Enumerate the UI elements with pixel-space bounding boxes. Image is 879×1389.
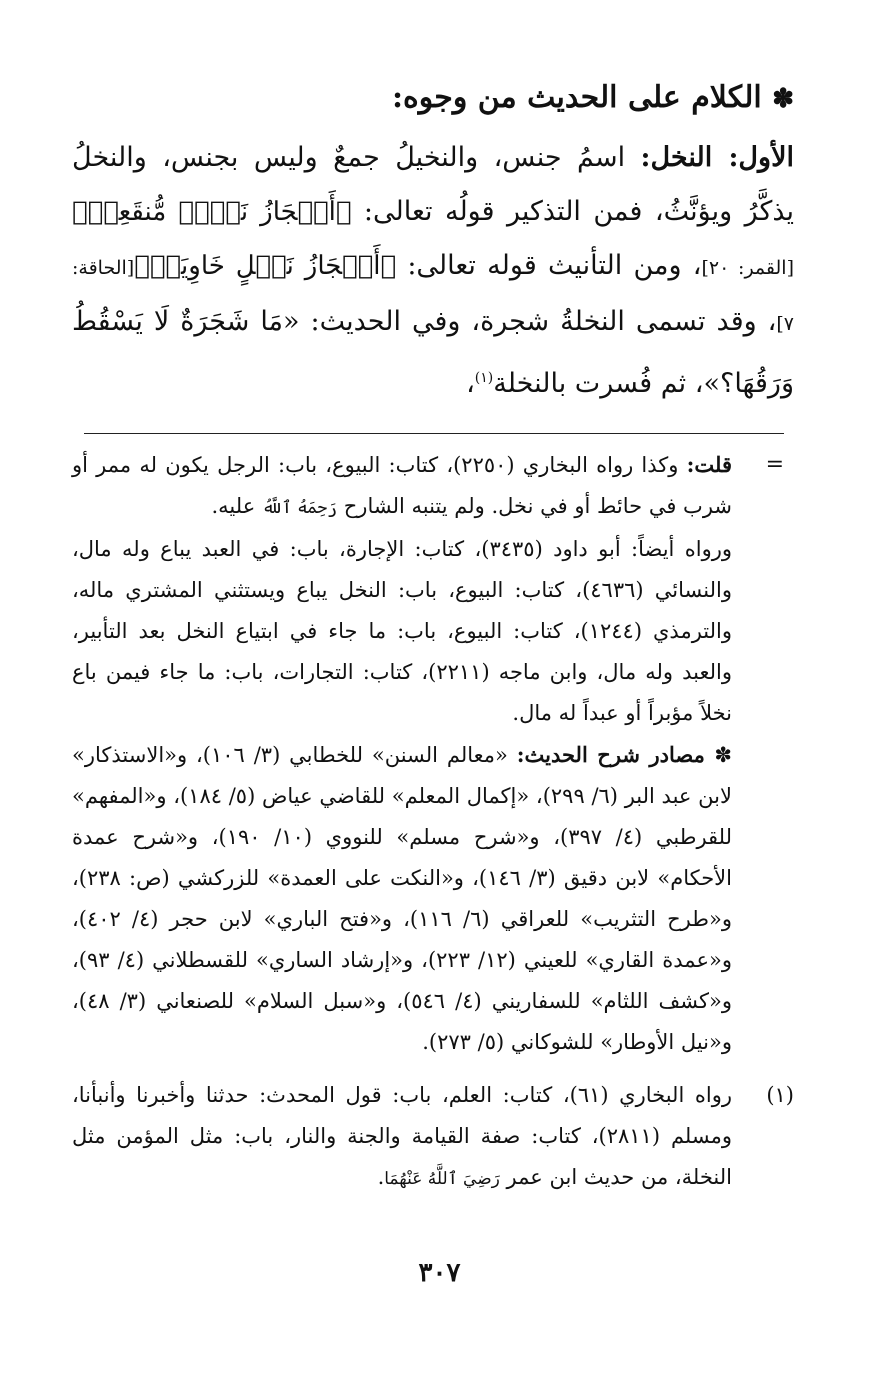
main-paragraph: [72, 131, 794, 411]
main-text-1: اسمُ جنس، والنخيلُ جمعٌ وليس بجنس، والنخلُ يذكَّرُ ويؤنَّثُ، فمن التذكير قولُه تعالى:: [72, 142, 795, 227]
star-icon: ✽: [772, 84, 794, 114]
quran-ref-1: [القمر: ٢٠]: [701, 257, 795, 279]
note-text-1-end: عليه.: [211, 494, 262, 518]
note-paragraph-1: [72, 444, 784, 529]
footnote-divider: [84, 433, 784, 434]
note-paragraph-3: [72, 734, 732, 1063]
note-text-1: وكذا رواه البخاري (٢٢٥٠)، كتاب: البيوع، باب: الرجل يكون له ممر أو شرب في حائط أو في نخل. ولم يتنبه الشارح: [72, 453, 732, 518]
main-text-3: ، وقد تسمى النخلةُ شجرة، وفي الحديث:: [299, 306, 777, 337]
footnote-text: رواه البخاري (٦١)، كتاب: العلم، باب: قول المحدث: حدثنا وأخبرنا وأنبأنا، ومسلم (٢٨١١)، كتاب: صفة القيامة والجنة والنار، باب: مثل المؤمن مثل النخلة، من حديث ابن عمر: [72, 1083, 733, 1189]
page-body: [72, 78, 794, 1200]
heading-text: الكلام على الحديث من وجوه:: [391, 80, 762, 115]
honorific-rahimahullah: رَحِمَهُ ٱللَّهُ: [261, 498, 338, 518]
quran-ref-2: [الحاقة: ٧]: [72, 257, 794, 335]
main-text-2: ، ومن التأنيث قوله تعالى:: [396, 250, 702, 281]
page-number: ٣٠٧: [418, 1258, 461, 1288]
footnote-end: .: [377, 1165, 385, 1189]
footnote-1: [72, 1075, 794, 1200]
section-heading: [72, 78, 794, 119]
footnote-ref[interactable]: (١): [474, 370, 494, 386]
sources-text: «معالم السنن» للخطابي (٣/ ١٠٦)، و«الاستذكار» لابن عبد البر (٦/ ٢٩٩)، «إكمال المعلم» للقاضي عياض (٥/ ١٨٤)، و«المفهم» للقرطبي (٤/ ٣٩٧)، و«شرح مسلم» للنووي (١٠/ ١٩٠)، و«شرح عمدة الأحكام» لابن دقيق (٣/ ١٤٦)، و«النكت على العمدة» للزركشي (ص: ٢٣٨)، و«طرح التثريب» للعراقي (٦/ ١١٦)، و«فتح الباري» لابن حجر (٤/ ٤٠٢)، و«عمدة القاري» للعيني (١٢/ ٢٢٣)، و«إرشاد الساري» للقسطلاني (٤/ ٩٣)، و«كشف اللثام» للسفاريني (٤/ ٥٤٦)، و«سبل السلام» للصنعاني (٣/ ٤٨)، و«نيل الأوطار» للشوكاني (٥/ ٢٧٣).: [72, 743, 733, 1054]
footnote-number: (١): [766, 1083, 794, 1107]
notes-block: [72, 444, 794, 1063]
main-text-4: ، ثم فُسرت بالنخلة: [493, 368, 704, 399]
hadith-quote: «مَا شَجَرَةٌ لَا يَسْقُطُ وَرَقُهَا؟»: [72, 306, 794, 399]
continuation-mark: =: [765, 452, 784, 477]
main-label: الأول: النخل:: [640, 142, 794, 173]
honorific-radiallahu: رَضِيَ ٱللَّهُ عَنْهُمَا: [384, 1169, 500, 1189]
note-paragraph-2: ورواه أيضاً: أبو داود (٣٤٣٥)، كتاب: الإجارة، باب: في العبد يباع وله مال، والنسائي (٤٦٣٦)، كتاب: البيوع، باب: النخل يباع ويستثني المشتري ماله، والترمذي (١٢٤٤)، كتاب: البيوع، باب: ما جاء في ابتياع النخل بعد التأبير، والعبد وله مال، وابن ماجه (٢٢١١)، كتاب: التجارات، باب: ما جاء فيمن باع نخلاً مؤبراً أو عبداً له مال.: [72, 537, 732, 725]
star-icon: ✽: [714, 743, 732, 767]
quran-verse-2: ﴿أَعۡجَازُ نَخۡلٍ خَاوِيَةٖ﴾: [134, 251, 397, 281]
quran-verse-1: ﴿أَعۡجَازُ نَخۡلٖ مُّنقَعِرٖ﴾: [72, 197, 352, 227]
sources-label: مصادر شرح الحديث:: [516, 742, 715, 767]
main-text-5: ،: [466, 368, 475, 399]
note-label-qult: قلت:: [686, 452, 732, 477]
